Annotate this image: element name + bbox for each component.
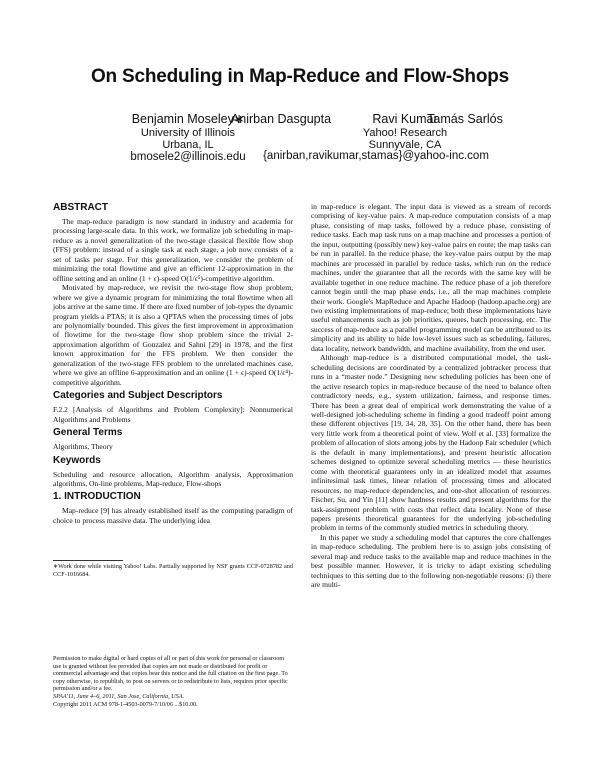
keywords-heading: Keywords bbox=[53, 454, 101, 466]
permission-block bbox=[53, 655, 293, 708]
left-column bbox=[53, 202, 293, 525]
general-terms-text: Algorithms, Theory bbox=[53, 442, 113, 452]
shared-email bbox=[246, 150, 506, 162]
abstract-paragraph: Motivated by map-reduce, we revisit the two-stage flow shop problem, where we give a dynamic program for minimizing the total flowtime when all jobs arrive at the same time. If there are fixed number of job-types the dynamic program yields a PTAS; it is also a QPTAS when the processing times of jobs are polynomially bounded. This gives the first improvement in approximation of flowtime for the two-stage flow shop problem since the trivial 2-approximation algorithm of Gonzalez and Sahni [29] in 1978, and the first known approximation for the FFS problem. We then consider the generalization of the two-stage FFS problem to the unrelated machines case, where we give an offline 6-approximation and an online (1 + ϵ)-speed O(1/ϵ⁴)-competitive algorithm. bbox=[53, 283, 293, 387]
abstract-heading: ABSTRACT bbox=[53, 202, 108, 213]
author-email: bmosele2@illinois.edu bbox=[130, 151, 246, 163]
body-paragraph: in map-reduce is elegant. The input data is viewed as a stream of records comprising of key-value pairs. A map-reduce computation consists of a map phase, consisting of map tasks, followed by a reduce phase, consisting of reduce tasks. Each map task runs on a map machine and processes a portion of the input, outputting (possibly new) key-value pairs en route; the map tasks can be run in parallel. In the reduce phase, the key-value pairs output by the map machines are processed in parallel by reduce tasks, which run on the reduce machines, under the guarantee that all the records with the same key will be available together in one reduce machine. The reduce phase of a job therefore cannot begin until the map phase ends, i.e., all the map machines complete their work. Google's MapReduce and Apache Hadoop (hadoop.apache.org) are two existing implementations of map-reduce; both these implementations have useful enhancements such as job priorities, queues, batch processing, etc. The success of map-reduce as a parallel programming model can be attributed to its simplicity and its ability to hide low-level issues such as scheduling, failures, data locality, network bandwidth, and machine availability, from the end user. bbox=[311, 202, 551, 353]
paper-title: On Scheduling in Map-Reduce and Flow-Shops bbox=[90, 66, 510, 87]
copyright-text: Copyright 2011 ACM 978-1-4503-0079-7/10/06 ...$10.00. bbox=[53, 700, 198, 708]
author-affiliation: Yahoo! Research bbox=[362, 127, 448, 139]
author-name: Benjamin Moseley∗ bbox=[131, 112, 245, 126]
author-name: Tamás Sarlós bbox=[427, 112, 503, 126]
author-location: Sunnyvale, CA bbox=[368, 139, 442, 151]
author-sarlos bbox=[405, 112, 525, 127]
author-name: Ravi Kumar bbox=[372, 112, 438, 126]
venue-text: SPAA'11, June 4–6, 2011, San Jose, California, USA. bbox=[53, 692, 185, 700]
abstract-paragraph: The map-reduce paradigm is now standard in industry and academia for processing large-scale data. In this work, we formalize job scheduling in map-reduce as a novel generalization of the two-stage classical flexible flow shop (FFS) problem: instead of a single task at each stage, a job now consists of a set of tasks per stage. For this generalization, we consider the problem of minimizing the total flowtime and give an efficient 12-approximation in the offline setting and an online (1 + ϵ)-speed O(1/ϵ⁵)-competitive algorithm. bbox=[53, 217, 293, 283]
general-terms-heading: General Terms bbox=[53, 427, 123, 439]
footnote-text: ∗Work done while visiting Yahoo! Labs. Partially supported by NSF grants CCF-0728782 and CCF-1016684. bbox=[53, 563, 293, 578]
right-column bbox=[311, 202, 551, 590]
author-location: Urbana, IL bbox=[162, 139, 214, 151]
footnote bbox=[53, 560, 293, 578]
body-paragraph: In this paper we study a scheduling model that captures the core challenges in map-reduce scheduling. The problem here is to assign jobs consisting of several map and reduce tasks to the available map and reduce machines in the best possible manner. However, it is tricky to adapt existing scheduling techniques to this setting due to the following non-negotiable reasons: (i) there are multi- bbox=[311, 532, 551, 590]
intro-heading: 1. INTRODUCTION bbox=[53, 491, 141, 503]
intro-paragraph: Map-reduce [9] has already established itself as the computing paradigm of choice to process massive data. The underlying idea bbox=[53, 506, 293, 525]
author-email: {anirban,ravikumar,stamas}@yahoo-inc.com bbox=[263, 150, 489, 162]
permission-text: Permission to make digital or hard copies of all or part of this work for personal or classroom use is granted without fee provided that copies are not made or distributed for profit or commercial advantage and that copies bear this notice and the full citation on the first page. To copy otherwise, to republish, to post on servers or to redistribute to lists, requires prior specific permission and/or a fee. bbox=[53, 655, 288, 693]
author-name: Anirban Dasgupta bbox=[230, 112, 332, 126]
body-paragraph: Although map-reduce is a distributed computational model, the task-scheduling decisions are coordinated by a centralized jobtracker process that runs in a “master node.” Designing new scheduling policies has been one of the active research topics in map-reduce because of the need to balance often contradictory needs, e.g., system utilization, fairness, and response times. There has been a great deal of empirical work demonstrating the value of a well-designed job-scheduling scheme in finding a good tradeoff point among these different objectives [19, 34, 28, 35]. On the other hand, there has been very little work from a theoretical point of view. Wolf et al. [33] formalize the problem of allocation of slots among jobs by the Hadoop Fair scheduler (which is the default in many implementations), and present heuristic allocation schemes designed to optimize several scheduling metrics — these heuristics come with theoretical guarantees only in an idealized model that assumes infinitesimal task times, linear relation of processing times and allocated resources, no map-reduce dependencies, and one-shot allocation of resources. Fischer, Su, and Yin [11] show hardness results and present algorithms for the task-assignment problem with costs that reflect data locality. None of these papers presents theoretical guarantees for the underlying job-scheduling problem in terms of the commonly studied metrics in scheduling theory. bbox=[311, 353, 551, 533]
categories-text: F.2.2 [Analysis of Algorithms and Problem Complexity]: Nonnumerical Algorithms and Problems bbox=[53, 405, 293, 424]
author-affiliation: University of Illinois bbox=[140, 127, 236, 139]
categories-heading: Categories and Subject Descriptors bbox=[53, 390, 223, 402]
keywords-text: Scheduling and resource allocation, Algorithm analysis, Approximation algorithms, On-line problems, Map-reduce, Flow-shops bbox=[53, 469, 293, 488]
footnote-rule bbox=[53, 560, 123, 561]
